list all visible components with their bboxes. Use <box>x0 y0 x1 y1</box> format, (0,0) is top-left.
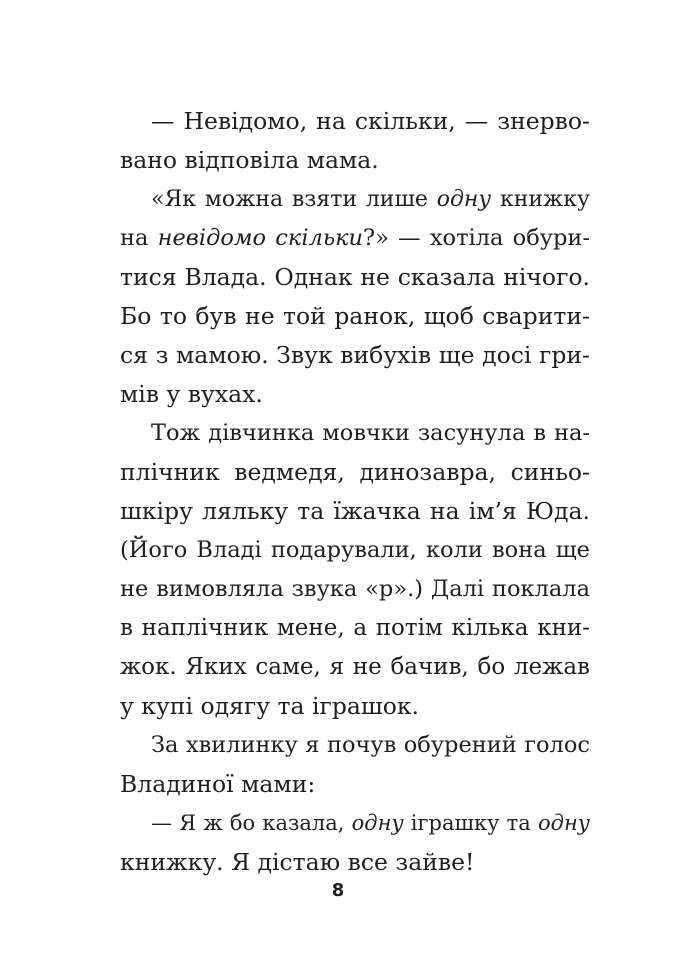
text-segment: Владиної мами: <box>120 770 316 798</box>
text-segment: За хвилинку я почув обурений голос <box>151 732 590 758</box>
text-line <box>120 609 590 648</box>
text-segment: Тож дівчинка мовчки засунула в на- <box>151 420 590 446</box>
text-segment: ся з мамою. Звук вибухів ще досі гри- <box>120 341 590 369</box>
text-segment: шкіру ляльку та їжачка на ім’я Юда. <box>120 497 590 525</box>
text-line <box>120 414 590 453</box>
text-segment: — Невідомо, на скільки, — знерво- <box>151 107 590 135</box>
text-line <box>120 687 590 726</box>
text-line <box>120 219 590 258</box>
body-text <box>120 102 590 882</box>
italic-text: одну <box>538 811 590 835</box>
text-line <box>120 258 590 297</box>
text-segment: «Як можна взяти лише <box>151 187 437 212</box>
italic-text: невідомо скільки <box>157 225 364 251</box>
text-segment: Бо то був не той ранок, щоб сварити- <box>120 302 590 330</box>
text-segment: в наплічник мене, а потім кілька кни- <box>120 615 590 641</box>
italic-text: одну <box>436 187 492 212</box>
text-segment: тися Влада. Однак не сказала нічого. <box>120 263 590 291</box>
text-line <box>120 726 590 765</box>
italic-text: одну <box>351 811 404 835</box>
text-line <box>120 102 590 141</box>
text-segment: не вимовляла звука «р».) Далі поклала <box>120 576 590 602</box>
text-line <box>120 492 590 531</box>
text-line <box>120 375 590 414</box>
text-line <box>120 297 590 336</box>
text-segment: книжку <box>491 187 590 212</box>
text-line <box>120 141 590 180</box>
text-line <box>120 180 590 219</box>
text-segment: плічник ведмедя, динозавра, синьо- <box>120 458 590 486</box>
text-segment: книжку. Я дістаю все зайве! <box>120 848 475 876</box>
text-line <box>120 843 590 882</box>
text-segment: вано відповіла мама. <box>120 146 379 174</box>
text-line <box>120 804 590 843</box>
text-line <box>120 453 590 492</box>
text-segment: іграшку та <box>403 811 539 835</box>
text-segment: у купі одягу та іграшок. <box>120 692 420 720</box>
text-line <box>120 570 590 609</box>
text-line <box>120 336 590 375</box>
text-segment: (Його Владі подарували, коли вона ще <box>120 537 590 563</box>
text-segment: жок. Яких саме, я не бачив, бо лежав <box>120 654 590 680</box>
text-line <box>120 648 590 687</box>
text-segment: — Я ж бо казала, <box>151 811 352 835</box>
text-segment: ?» — хотіла обури- <box>363 225 590 251</box>
text-line <box>120 531 590 570</box>
text-segment: на <box>120 225 158 251</box>
text-segment: мів у вухах. <box>120 380 263 408</box>
text-line <box>120 765 590 804</box>
page-number: 8 <box>331 880 345 901</box>
